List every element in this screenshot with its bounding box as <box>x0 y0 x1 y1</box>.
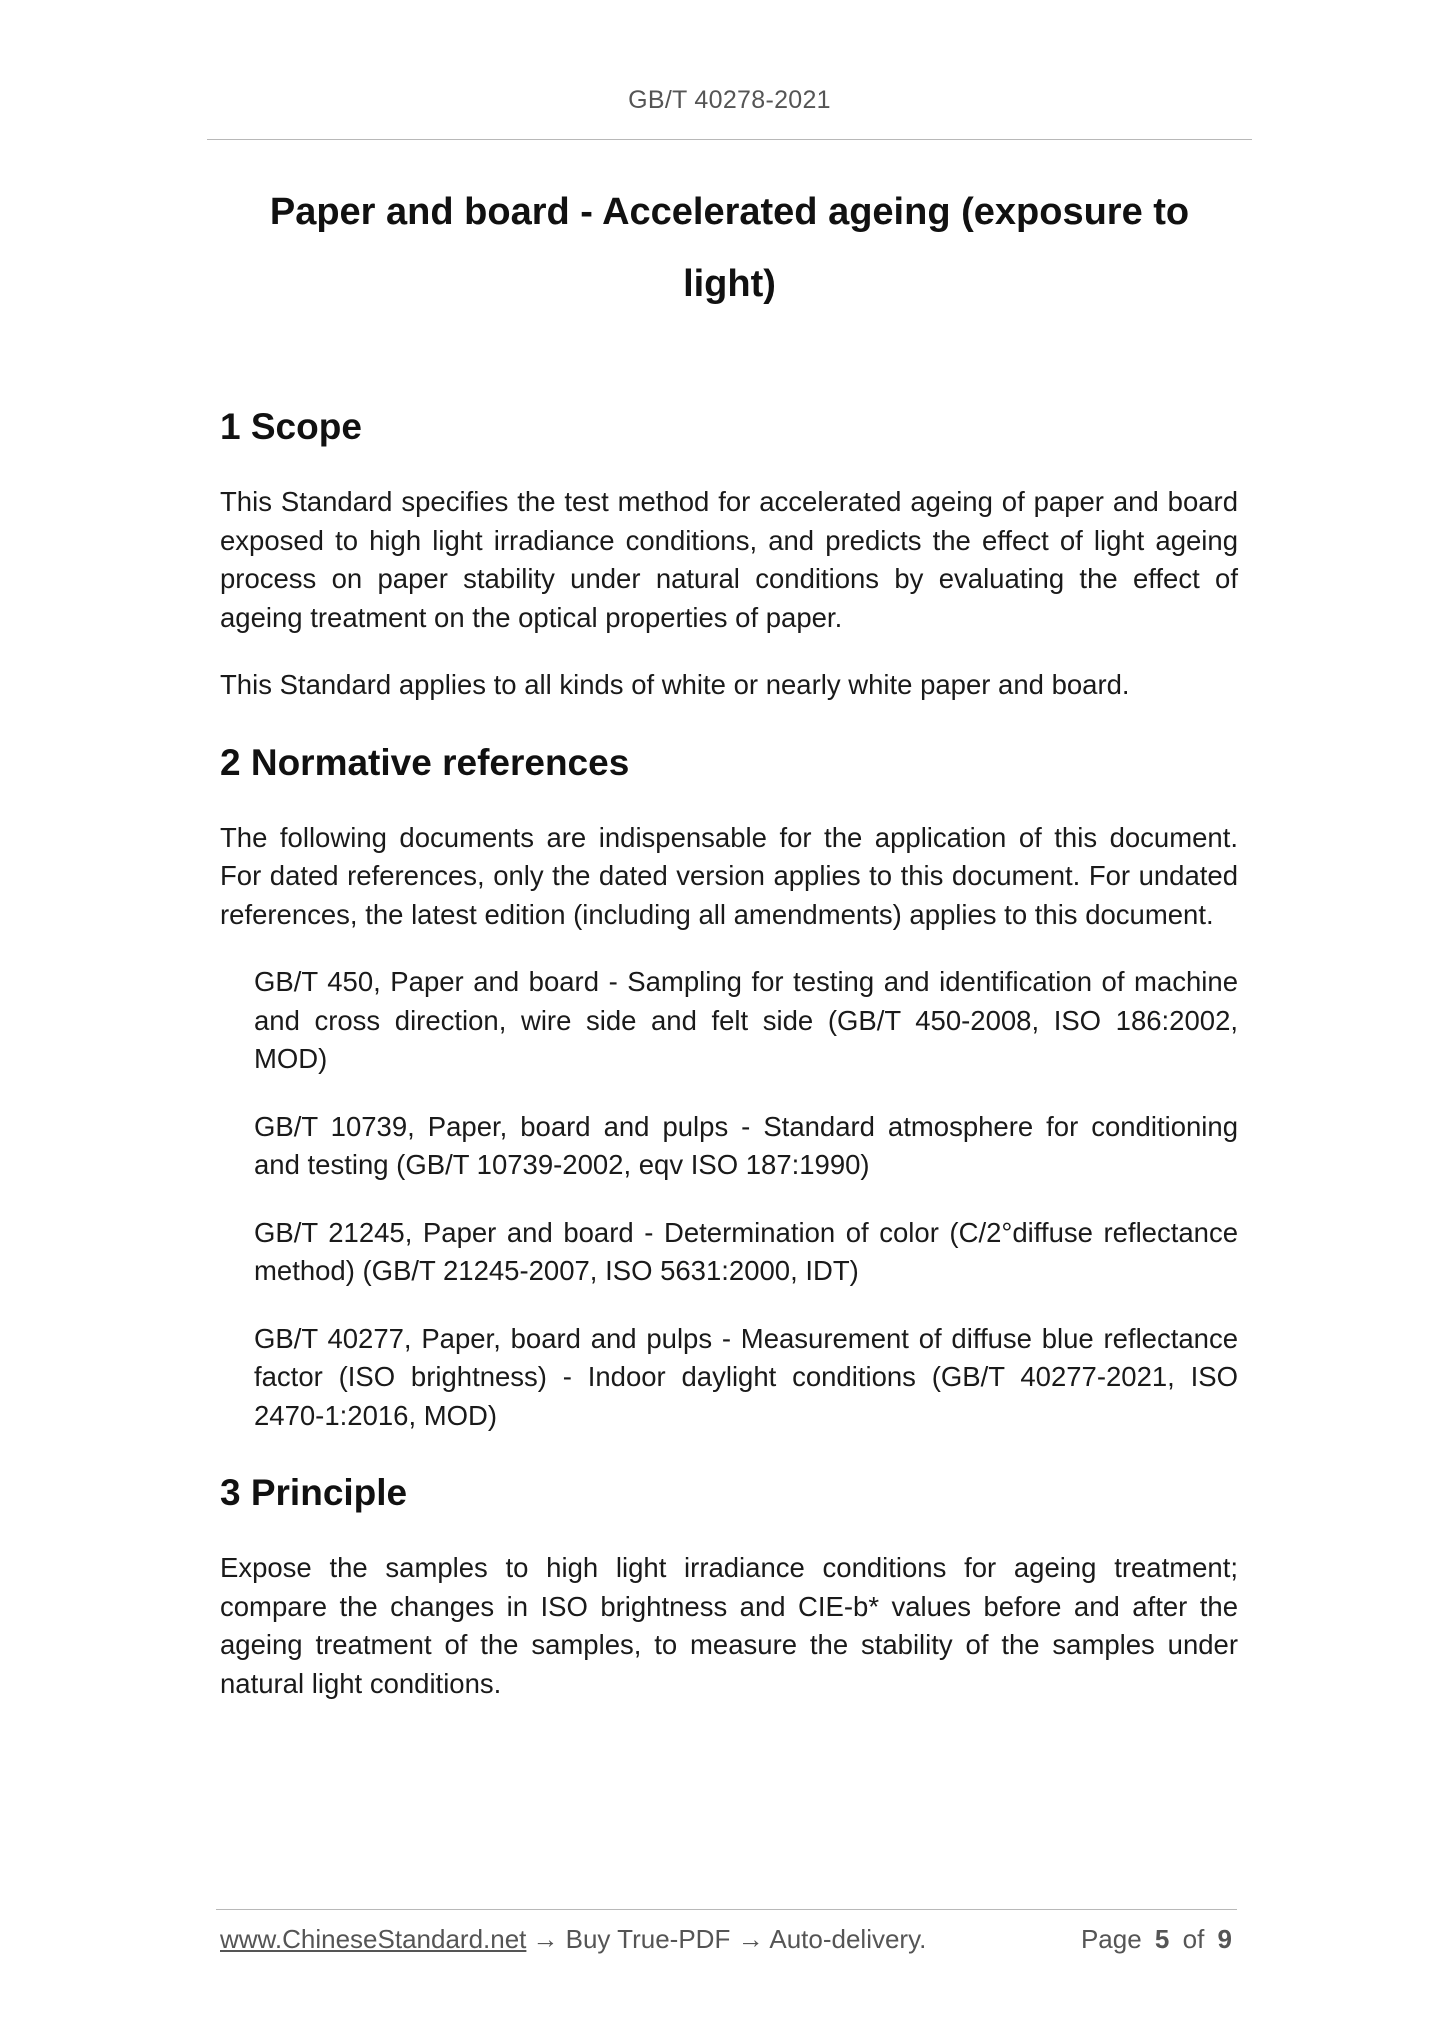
header-divider <box>207 139 1252 140</box>
document-title <box>207 176 1252 320</box>
page-label: Page <box>1080 1924 1142 1954</box>
page-indicator <box>1081 1924 1232 1955</box>
reference-item: GB/T 10739, Paper, board and pulps - Standard atmosphere for conditioning and testing (GB/T 10739-2002, eqv ISO 187:1990) <box>254 1110 1238 1180</box>
footer-tagline: → Buy True-PDF → Auto-delivery. <box>532 1924 927 1954</box>
document-body <box>220 406 1238 1703</box>
page-current: 5 <box>1154 1924 1170 1954</box>
scope-paragraph-1: This Standard specifies the test method for accelerated ageing of paper and board exposed to high light irradiance conditions, and predicts the effect of light ageing process on paper stability under natural conditions by evaluating the effect of ageing treatment on the optical properties of paper. <box>220 486 1238 633</box>
reference-item: GB/T 450, Paper and board - Sampling for testing and identification of machine and cross direction, wire side and felt side (GB/T 450-2008, ISO 186:2002, MOD) <box>254 966 1238 1074</box>
page-total: 9 <box>1217 1924 1232 1954</box>
scope-paragraph-2: This Standard applies to all kinds of white or nearly white paper and board. <box>220 669 1130 700</box>
normative-intro-paragraph: The following documents are indispensable for the application of this document. For dated references, only the dated version applies to this document. For undated references, the latest edition (including all amendments) applies to this document. <box>220 821 1238 930</box>
title-line-2: light) <box>683 263 776 305</box>
website-link[interactable]: www.ChineseStandard.net <box>220 1924 527 1954</box>
document-header: GB/T 40278-2021 <box>628 86 831 114</box>
footer-promo <box>220 1924 926 1955</box>
reference-item: GB/T 21245, Paper and board - Determination of color (C/2°diffuse reflectance method) (GB/T 21245-2007, ISO 5631:2000, IDT) <box>254 1216 1238 1286</box>
title-line-1: Paper and board - Accelerated ageing (exposure to <box>269 191 1190 233</box>
footer-divider <box>216 1909 1237 1910</box>
reference-item: GB/T 40277, Paper, board and pulps - Measurement of diffuse blue reflectance factor (ISO brightness) - Indoor daylight conditions (GB/T 40277-2021, ISO 2470-1:2016, MOD) <box>254 1322 1238 1431</box>
principle-paragraph: Expose the samples to high light irradiance conditions for ageing treatment; compare the changes in ISO brightness and CIE-b* values before and after the ageing treatment of the samples, to measure the stability of the samples under natural light conditions. <box>220 1552 1238 1699</box>
section-heading-normative-references: 2 Normative references <box>220 741 630 783</box>
section-heading-scope: 1 Scope <box>220 406 362 447</box>
section-heading-principle: 3 Principle <box>220 1472 408 1513</box>
page-of-label: of <box>1182 1924 1205 1954</box>
